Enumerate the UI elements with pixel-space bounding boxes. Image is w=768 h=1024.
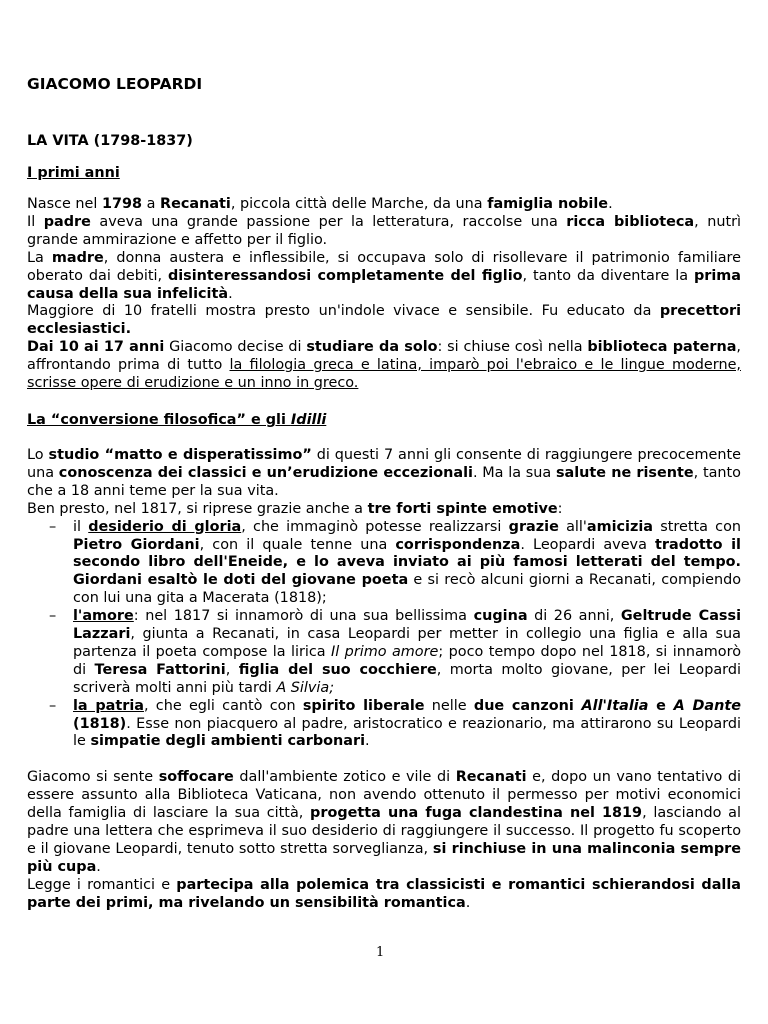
- bullet-dash: –: [49, 608, 57, 625]
- list-item-love: – l'amore: nel 1817 si innamorò di una sua bellissima cugina di 26 anni, Geltrude Cassi Lazzari, giunta a Recanati, in casa Leopardi per metter in collegio una figlia e alla sua partenza il poeta compose la lirica Il primo amore; poco tempo dopo nel 1818, si innamorò di Teresa Fattorini, figlia del suo cocchiere, morta molto giovane, per lei Leopardi scriverà molti anni più tardi A Silvia;: [49, 608, 741, 696]
- paragraph-romantics: Legge i romantici e partecipa alla polemica tra classicisti e romantici schierandosi dalla parte dei primi, ma rivelando un sensibilità romantica.: [27, 876, 741, 911]
- paragraph-siblings: Maggiore di 10 fratelli mostra presto un'indole vivace e sensibile. Fu educato da precettori ecclesiastici.: [27, 303, 741, 338]
- page-number: 1: [376, 945, 385, 960]
- bullet-dash: –: [49, 518, 57, 535]
- paragraph-escape: Giacomo si sente soffocare dall'ambiente zotico e vile di Recanati e, dopo un vano tentativo di essere assunto alla Biblioteca Vaticana, non avendo ottenuto il permesso per motivi economici della famiglia di lasciare la sua città, progetta una fuga clandestina nel 1819, lasciando al padre una lettera che esprimeva il suo desiderio di raggiungere il successo. Il progetto fu scoperto e il giovane Leopardi, tenuto sotto stretta sorveglianza, si rinchiuse in una malinconia sempre più cupa.: [27, 769, 741, 875]
- subsection-heading-conversione: La “conversione filosofica” e gli Idilli: [27, 411, 327, 428]
- paragraph-father: Il padre aveva una grande passione per la letteratura, raccolse una ricca biblioteca, nutrì grande ammirazione e affetto per il figlio.: [27, 213, 742, 248]
- paragraph-study-health: Lo studio “matto e disperatissimo” di questi 7 anni gli consente di raggiungere precocemente una conoscenza dei classici e un’erudizione eccezionali. Ma la sua salute ne risente, tanto che a 18 anni teme per la sua vita.: [27, 446, 741, 499]
- paragraph-recovery: Ben presto, nel 1817, si riprese grazie anche a tre forti spinte emotive:: [27, 500, 563, 517]
- section-heading: LA VITA (1798-1837): [27, 133, 193, 149]
- paragraph-studies: Dai 10 ai 17 anni Giacomo decise di studiare da solo: si chiuse così nella biblioteca paterna, affrontando prima di tutto la filologia greca e latina, imparò poi l'ebraico e le lingue moderne, scrisse opere di erudizione e un inno in greco.: [27, 339, 741, 392]
- paragraph-birth: Nasce nel 1798 a Recanati, piccola città delle Marche, da una famiglia nobile.: [27, 196, 613, 212]
- bullet-dash: –: [49, 697, 57, 714]
- document-body: [27, 72, 741, 913]
- list-item-homeland: – la patria, che egli cantò con spirito liberale nelle due canzoni All'Italia e A Dante (1818). Esse non piacquero al padre, aristocratico e reazionario, ma attirarono su Leopardi le simpatie degli ambienti carbonari.: [49, 697, 741, 750]
- subsection-heading-primi-anni: I primi anni: [27, 165, 120, 181]
- paragraph-mother: La madre, donna austera e inflessibile, si occupava solo di risollevare il patrimonio familiare oberato dai debiti, disinteressandosi completamente del figlio, tanto da diventare la prima causa della sua infelicità.: [27, 249, 741, 302]
- emotive-drives-list: [27, 519, 741, 752]
- document-title: GIACOMO LEOPARDI: [27, 75, 203, 93]
- list-item-glory: – il desiderio di gloria, che immaginò potesse realizzarsi grazie all'amicizia stretta con Pietro Giordani, con il quale tenne una corrispondenza. Leopardi aveva tradotto il secondo libro dell'Eneide, e lo aveva inviato ai più famosi letterati del tempo. Giordani esaltò le doti del giovane poeta e si recò alcuni giorni a Recanati, compiendo con lui una gita a Macerata (1818);: [49, 518, 742, 607]
